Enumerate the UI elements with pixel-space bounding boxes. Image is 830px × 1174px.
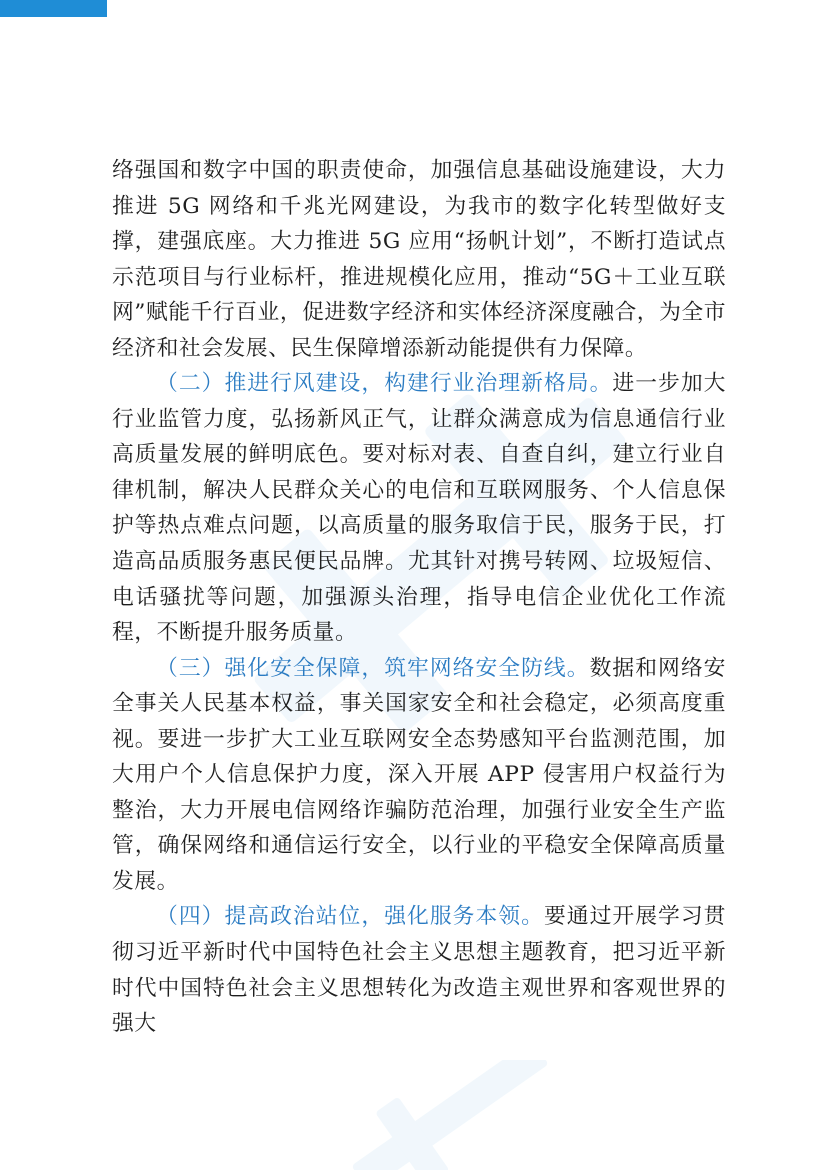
section-heading-2: （二）推进行风建设，构建行业治理新格局。 — [156, 371, 613, 397]
paragraph-1-text: 络强国和数字中国的职责使命，加强信息基础设施建设，大力推进 5G 网络和千兆光网建设，为我市的数字化转型做好支撑，建强底座。大力推进 5G 应用“扬帆计划”，不断打造试点示范项目与行业标杆，推进规模化应用，推动“5G＋工业互联网”赋能千行百业，促进数字经济和实体经济深度融合，为全市经济和社会发展、民生保障增添新动能提供有力保障。 — [112, 158, 726, 361]
paragraph-1 — [112, 153, 726, 366]
paragraph-2 — [112, 366, 726, 650]
document-body — [112, 153, 726, 1042]
paragraph-2-text: 进一步加大行业监管力度，弘扬新风正气，让群众满意成为信息通信行业高质量发展的鲜明底色。要对标对表、自查自纠，建立行业自律机制，解决人民群众关心的电信和互联网服务、个人信息保护等热点难点问题，以高质量的服务取信于民，服务于民，打造高品质服务惠民便民品牌。尤其针对携号转网、垃圾短信、电话骚扰等问题，加强源头治理，指导电信企业优化工作流程，不断提升服务质量。 — [112, 371, 726, 646]
section-heading-4: （四）提高政治站位，强化服务本领。 — [156, 904, 544, 930]
paragraph-4 — [112, 899, 726, 1041]
watermark-bottom-icon — [320, 1060, 580, 1170]
section-heading-3: （三）强化安全保障，筑牢网络安全防线。 — [156, 655, 590, 681]
paragraph-3 — [112, 651, 726, 900]
paragraph-3-text: 数据和网络安全事关人民基本权益，事关国家安全和社会稳定，必须高度重视。要进一步扩大工业互联网安全态势感知平台监测范围，加大用户个人信息保护力度，深入开展 APP 侵害用户权益行为整治，大力开展电信网络诈骗防范治理，加强行业安全生产监管，确保网络和通信运行安全，以行业的平稳安全保障高质量发展。 — [112, 655, 726, 894]
corner-accent-bar — [0, 0, 107, 17]
paragraph-4-text: 要通过开展学习贯彻习近平新时代中国特色社会主义思想主题教育，把习近平新时代中国特色社会主义思想转化为改造主观世界和客观世界的强大 — [112, 904, 726, 1037]
